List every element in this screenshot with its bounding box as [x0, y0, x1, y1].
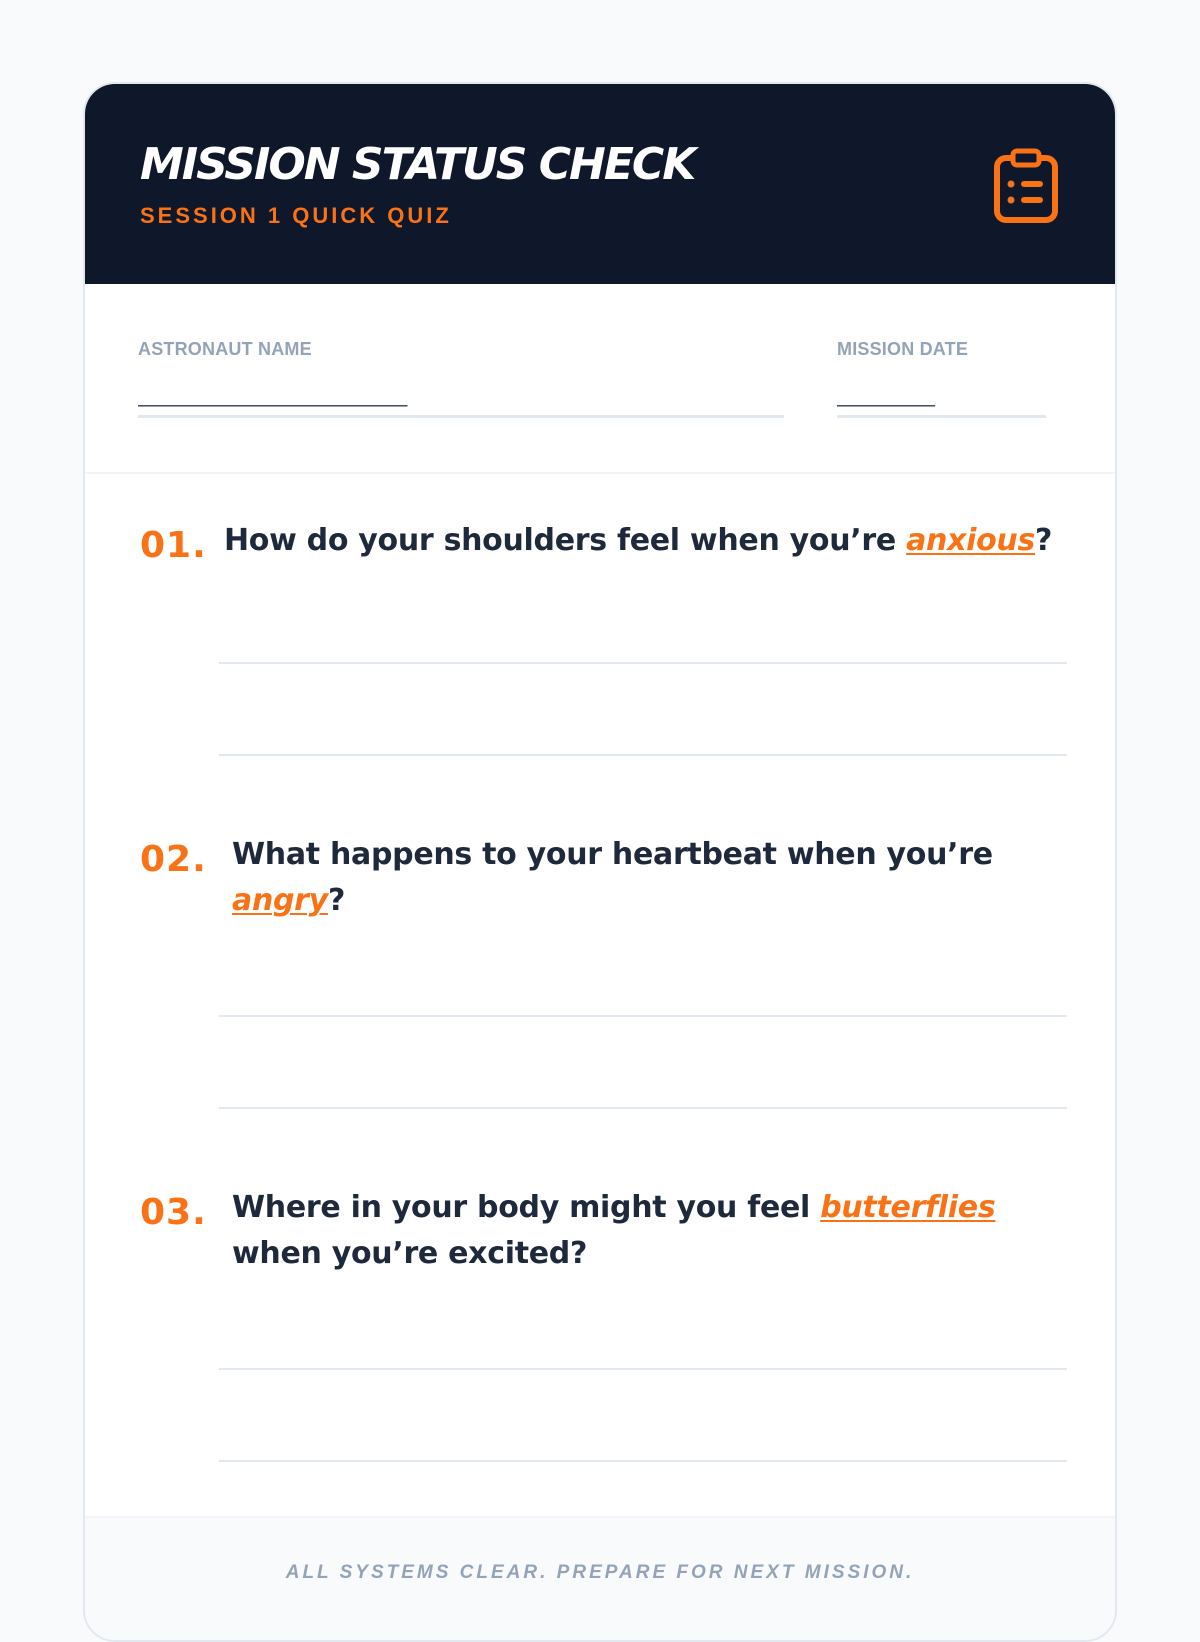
footer-message: ALL SYSTEMS CLEAR. PREPARE FOR NEXT MISSION. — [285, 1562, 915, 1583]
question-text-after: ? — [327, 883, 346, 918]
quiz-title: MISSION STATUS CHECK — [140, 139, 695, 190]
question-text-before: Where in your body might you feel — [232, 1190, 821, 1225]
info-row — [85, 284, 1115, 474]
answer-line[interactable] — [219, 1015, 1067, 1017]
question-text — [232, 1185, 1062, 1277]
quiz-subtitle: SESSION 1 QUICK QUIZ — [140, 203, 452, 228]
quiz-footer — [85, 1516, 1115, 1642]
mission-date-label: MISSION DATE — [837, 339, 969, 359]
question-keyword: angry — [232, 883, 328, 918]
question-text — [232, 832, 1062, 924]
question-number: 01. — [140, 525, 207, 566]
question-text-before: What happens to your heartbeat when you’re — [232, 837, 993, 872]
clipboard-list-icon — [993, 148, 1059, 224]
question-text — [224, 518, 1054, 564]
question-keyword: butterflies — [820, 1190, 996, 1225]
quiz-header — [85, 84, 1115, 284]
question-number: 03. — [140, 1192, 207, 1233]
question-text-after: ? — [1035, 523, 1053, 558]
question-keyword: anxious — [906, 523, 1036, 558]
astronaut-name-field[interactable]: ______________________ — [138, 380, 784, 418]
answer-line[interactable] — [219, 662, 1067, 664]
question-text-before: How do your shoulders feel when you’re — [224, 523, 907, 558]
question-number: 02. — [140, 839, 207, 880]
answer-line[interactable] — [219, 1368, 1067, 1370]
astronaut-name-label: ASTRONAUT NAME — [138, 339, 312, 359]
quiz-card — [83, 82, 1117, 1642]
answer-line[interactable] — [219, 1107, 1067, 1109]
answer-line[interactable] — [219, 754, 1067, 756]
answer-line[interactable] — [219, 1460, 1067, 1462]
question-text-after: when you’re excited? — [232, 1236, 588, 1271]
mission-date-field[interactable]: ________ — [837, 380, 1046, 418]
